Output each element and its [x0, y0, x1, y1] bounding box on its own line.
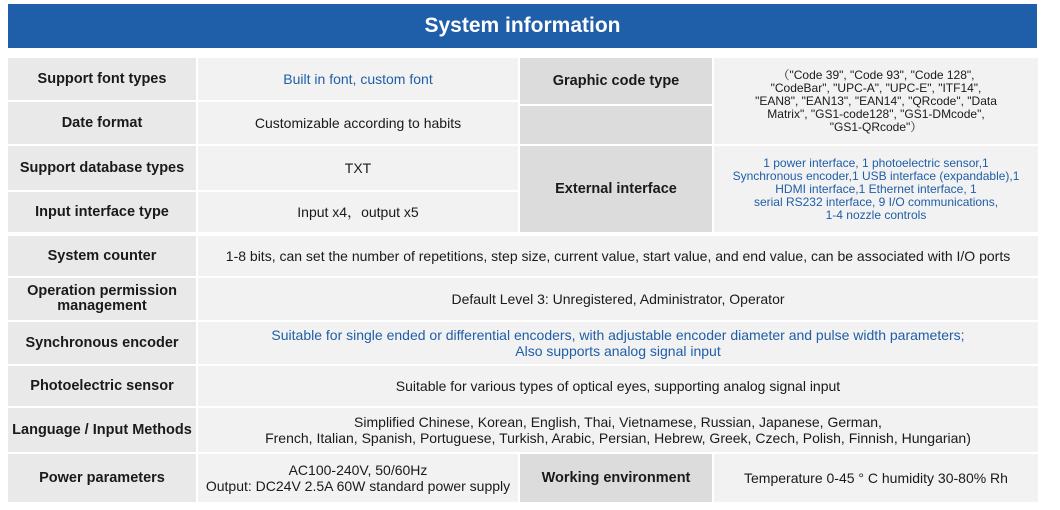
working-environment-label: Working environment: [520, 454, 712, 502]
font-types-label: Support font types: [8, 58, 196, 100]
font-types-value: Built in font, custom font: [198, 58, 518, 100]
external-interface-value: 1 power interface, 1 photoelectric sensor,1 Synchronous encoder,1 USB interface (expandable),1 HDMI interface,1 Ethernet interface, 1 serial RS232 interface, 9 I/O communications, 1-4 nozzle controls: [714, 146, 1038, 232]
graphic-code-label-fill: [520, 106, 712, 144]
input-interface-label: Input interface type: [8, 192, 196, 232]
date-format-label: Date format: [8, 102, 196, 144]
power-parameters-label: Power parameters: [8, 454, 196, 502]
operation-permission-label: Operation permission management: [8, 278, 196, 320]
working-environment-value: Temperature 0-45 ° C humidity 30-80% Rh: [714, 454, 1038, 502]
sync-encoder-label: Synchronous encoder: [8, 322, 196, 364]
system-counter-value: 1-8 bits, can set the number of repetitions, step size, current value, start value, and end value, can be associated with I/O ports: [198, 236, 1038, 276]
sync-encoder-value: Suitable for single ended or differential encoders, with adjustable encoder diameter and pulse width parameters; Also supports analog signal input: [198, 322, 1038, 364]
date-format-value: Customizable according to habits: [198, 102, 518, 144]
database-types-value: TXT: [198, 146, 518, 190]
graphic-code-value: （"Code 39", "Code 93", "Code 128", "CodeBar", "UPC-A", "UPC-E", "ITF14", "EAN8", "EAN13", "EAN14", "QRcode", "Data Matrix", "GS1-code128", "GS1-DMcode", "GS1-QRcode"）: [714, 58, 1038, 144]
language-label: Language / Input Methods: [8, 408, 196, 452]
page-title: System information: [8, 4, 1037, 48]
photoelectric-sensor-label: Photoelectric sensor: [8, 366, 196, 406]
operation-permission-value: Default Level 3: Unregistered, Administrator, Operator: [198, 278, 1038, 320]
language-value: Simplified Chinese, Korean, English, Thai, Vietnamese, Russian, Japanese, German, French, Italian, Spanish, Portuguese, Turkish, Arabic, Persian, Hebrew, Greek, Czech, Polish, Finnish, Hungarian): [198, 408, 1038, 452]
photoelectric-sensor-value: Suitable for various types of optical eyes, supporting analog signal input: [198, 366, 1038, 406]
power-parameters-value: AC100-240V, 50/60Hz Output: DC24V 2.5A 60W standard power supply: [198, 454, 518, 502]
graphic-code-label: Graphic code type: [520, 58, 712, 104]
external-interface-label: External interface: [520, 146, 712, 232]
database-types-label: Support database types: [8, 146, 196, 190]
input-interface-value: Input x4，output x5: [198, 192, 518, 232]
system-counter-label: System counter: [8, 236, 196, 276]
